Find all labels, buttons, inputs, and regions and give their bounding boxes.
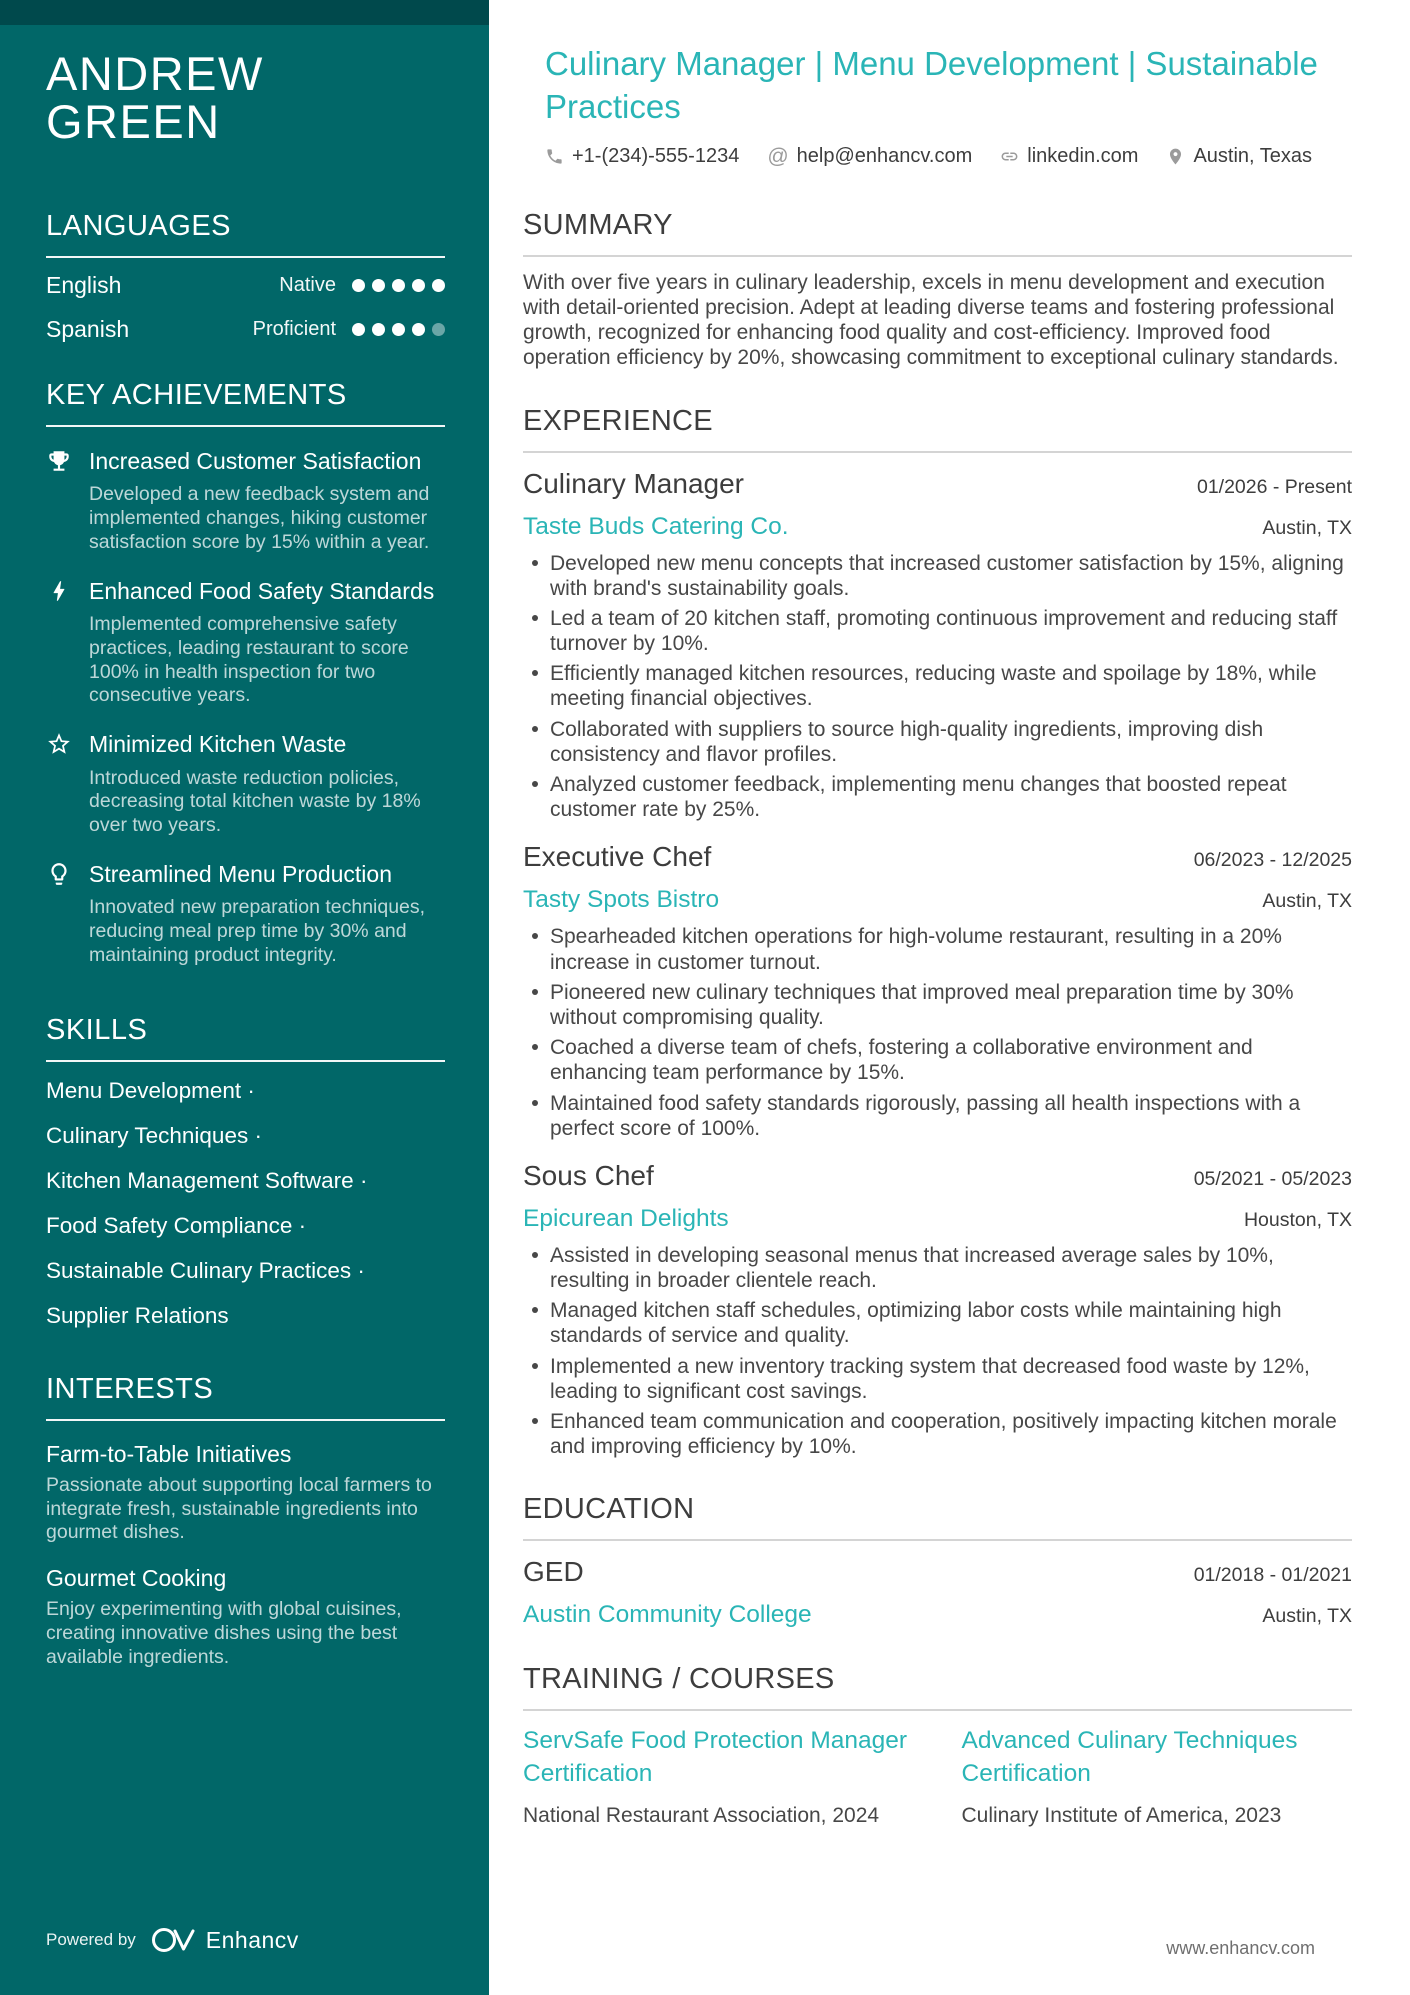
dot-filled	[352, 279, 365, 292]
training-section	[523, 1663, 1352, 1828]
company-name: Taste Buds Catering Co.	[523, 512, 789, 540]
bullet-item: Maintained food safety standards rigorously, passing all health inspections with a perfect score of 100%.	[523, 1091, 1352, 1141]
website-url: linkedin.com	[1027, 145, 1139, 168]
skill-item: Menu Development ·	[46, 1078, 445, 1104]
interest-description: Passionate about supporting local farmers to integrate fresh, sustainable ingredients into gourmet dishes.	[46, 1473, 432, 1544]
course-entry	[523, 1725, 914, 1828]
resume-header	[545, 43, 1352, 169]
language-level: Native	[279, 273, 336, 296]
language-name: English	[46, 271, 122, 298]
link-icon	[1000, 147, 1019, 166]
dot-filled	[412, 279, 425, 292]
candidate-name: ANDREW GREEN	[46, 47, 264, 148]
phone-contact[interactable]	[545, 145, 739, 168]
dot-filled	[412, 323, 425, 336]
courses-grid	[523, 1725, 1352, 1828]
languages-heading: LANGUAGES	[46, 210, 445, 258]
school-name: Austin Community College	[523, 1601, 812, 1629]
dot-filled	[392, 323, 405, 336]
phone-icon	[545, 147, 564, 166]
main-column	[489, 0, 1410, 1995]
interest-title: Gourmet Cooking	[46, 1565, 227, 1592]
training-heading: TRAINING / COURSES	[523, 1663, 835, 1696]
achievement-body	[89, 730, 445, 838]
experience-entry	[523, 1160, 1352, 1460]
achievement-description: Implemented comprehensive safety practices, leading restaurant to score 100% in health inspection for two consecutive years.	[89, 613, 409, 707]
bullet-item: Spearheaded kitchen operations for high-volume restaurant, resulting in a 20% increase in customer turnout.	[523, 924, 1352, 974]
bullet-item: Enhanced team communication and cooperation, positively impacting kitchen morale and improving efficiency by 10%.	[523, 1409, 1352, 1459]
location-text: Austin, Texas	[1193, 145, 1313, 168]
skills-section	[46, 1014, 445, 1329]
education-section	[523, 1493, 1352, 1629]
bullet-item: Managed kitchen staff schedules, optimizing labor costs while maintaining high standards of service and quality.	[523, 1298, 1352, 1348]
section-divider	[523, 255, 1352, 257]
sidebar	[0, 0, 489, 1995]
achievements-heading: KEY ACHIEVEMENTS	[46, 379, 445, 427]
skill-item: Kitchen Management Software ·	[46, 1168, 445, 1194]
enhancv-logo[interactable]	[150, 1923, 299, 1957]
skill-item: Supplier Relations	[46, 1302, 229, 1328]
course-organization: National Restaurant Association, 2024	[523, 1804, 880, 1828]
section-divider	[523, 1539, 1352, 1541]
dot-empty	[432, 323, 445, 336]
summary-text: With over five years in culinary leadership, excels in menu development and execution with detail-oriented precision. Adept at leading diverse teams and fostering professional growth, recognized for enhancing food quality and cost-efficiency. Improved food operation efficiency by 20%, showcasing commitment to exceptional culinary standards.	[523, 270, 1339, 370]
bullet-item: Assisted in developing seasonal menus that increased average sales by 10%, resulting in broader clientele reach.	[523, 1243, 1352, 1293]
bullet-item: Developed new menu concepts that increased customer satisfaction by 15%, aligning with brand's sustainability goals.	[523, 551, 1352, 601]
email-address: help@enhancv.com	[796, 145, 973, 168]
website-contact[interactable]	[1000, 145, 1138, 168]
language-name: Spanish	[46, 315, 130, 342]
achievement-item	[46, 860, 445, 968]
dot-filled	[432, 279, 445, 292]
achievement-title: Streamlined Menu Production	[89, 861, 392, 887]
bullet-item: Collaborated with suppliers to source high-quality ingredients, improving dish consistency and flavor profiles.	[523, 717, 1352, 767]
achievement-description: Innovated new preparation techniques, reducing meal prep time by 30% and maintaining product integrity.	[89, 896, 426, 966]
language-row	[46, 316, 445, 343]
company-name: Tasty Spots Bistro	[523, 886, 720, 914]
proficiency-dots	[352, 279, 445, 292]
achievement-description: Introduced waste reduction policies, decreasing total kitchen waste by 18% over two years.	[89, 766, 421, 837]
trophy-icon	[46, 447, 74, 555]
achievements-section	[46, 379, 445, 968]
summary-heading: SUMMARY	[523, 208, 673, 241]
degree-title: GED	[523, 1556, 584, 1588]
top-accent-bar	[0, 0, 489, 25]
job-dates: 05/2021 - 05/2023	[1193, 1167, 1352, 1190]
bullet-item: Coached a diverse team of chefs, fostering a collaborative environment and enhancing team performance by 15%.	[523, 1035, 1352, 1085]
achievement-body	[89, 577, 445, 709]
job-bullets	[523, 1243, 1352, 1460]
interest-title: Farm-to-Table Initiatives	[46, 1440, 292, 1467]
enhancv-logo-mark	[150, 1923, 198, 1957]
achievement-body	[89, 447, 445, 555]
bullet-item: Analyzed customer feedback, implementing menu changes that boosted repeat customer rate by 25%.	[523, 772, 1352, 822]
interest-item	[46, 1441, 445, 1545]
job-location: Houston, TX	[1243, 1208, 1352, 1231]
dot-filled	[352, 323, 365, 336]
section-divider	[523, 1709, 1352, 1711]
education-dates: 01/2018 - 01/2021	[1193, 1564, 1352, 1587]
course-title: ServSafe Food Protection Manager Certification	[523, 1727, 908, 1787]
bullet-item: Pioneered new culinary techniques that improved meal preparation time by 30% without compromising quality.	[523, 980, 1352, 1030]
contact-row	[545, 145, 1352, 169]
course-title: Advanced Culinary Techniques Certification	[961, 1727, 1298, 1787]
phone-number: +1-(234)-555-1234	[572, 145, 740, 168]
achievement-body	[89, 860, 445, 968]
job-location: Austin, TX	[1262, 890, 1352, 913]
location-pin-icon	[1166, 147, 1185, 166]
achievement-title: Enhanced Food Safety Standards	[89, 577, 435, 604]
interest-item	[46, 1565, 445, 1669]
bullet-item: Implemented a new inventory tracking system that decreased food waste by 12%, leading to significant cost savings.	[523, 1354, 1352, 1404]
achievement-item	[46, 730, 445, 838]
achievement-description: Developed a new feedback system and implemented changes, hiking customer satisfaction score by 15% within a year.	[89, 483, 430, 553]
education-heading: EDUCATION	[523, 1493, 695, 1526]
enhancv-wordmark: Enhancv	[205, 1926, 299, 1953]
job-dates: 06/2023 - 12/2025	[1193, 849, 1352, 872]
bolt-icon	[46, 577, 74, 709]
experience-section	[523, 405, 1352, 1460]
job-bullets	[523, 551, 1352, 823]
achievement-title: Increased Customer Satisfaction	[89, 447, 422, 474]
skill-item: Food Safety Compliance ·	[46, 1213, 445, 1239]
skills-heading: SKILLS	[46, 1014, 445, 1062]
job-title: Executive Chef	[523, 841, 712, 873]
course-organization: Culinary Institute of America, 2023	[961, 1804, 1282, 1828]
language-level: Proficient	[252, 317, 336, 340]
achievement-title: Minimized Kitchen Waste	[89, 731, 347, 758]
bullet-item: Led a team of 20 kitchen staff, promoting continuous improvement and reducing staff turnover by 10%.	[523, 606, 1352, 656]
languages-section	[46, 210, 445, 343]
experience-entry	[523, 841, 1352, 1141]
bullet-item: Efficiently managed kitchen resources, reducing waste and spoilage by 18%, while meeting financial objectives.	[523, 661, 1352, 711]
location-contact	[1166, 145, 1312, 168]
section-divider	[523, 451, 1352, 453]
dot-filled	[372, 323, 385, 336]
at-icon: @	[767, 144, 789, 168]
school-location: Austin, TX	[1262, 1605, 1352, 1628]
interest-description: Enjoy experimenting with global cuisines, creating innovative dishes using the best available ingredients.	[46, 1598, 402, 1668]
interests-section	[46, 1373, 445, 1670]
language-row	[46, 272, 445, 299]
job-title: Sous Chef	[523, 1159, 654, 1191]
headline: Culinary Manager | Menu Development | Sustainable Practices	[545, 45, 1318, 125]
powered-by-label: Powered by	[46, 1930, 136, 1949]
experience-heading: EXPERIENCE	[523, 404, 713, 437]
skill-item: Culinary Techniques ·	[46, 1123, 445, 1149]
skill-item: Sustainable Culinary Practices ·	[46, 1258, 445, 1284]
achievement-item	[46, 447, 445, 555]
job-bullets	[523, 924, 1352, 1141]
course-entry	[962, 1725, 1353, 1828]
proficiency-dots	[352, 323, 445, 336]
achievement-item	[46, 577, 445, 709]
powered-by-footer	[46, 1923, 299, 1957]
summary-section	[523, 209, 1352, 371]
interests-heading: INTERESTS	[46, 1373, 445, 1421]
job-location: Austin, TX	[1262, 516, 1352, 539]
lightbulb-icon	[46, 860, 74, 968]
education-entry	[523, 1556, 1352, 1629]
email-contact[interactable]	[767, 145, 972, 169]
star-icon	[46, 730, 74, 838]
job-title: Culinary Manager	[523, 467, 744, 499]
company-name: Epicurean Delights	[523, 1204, 729, 1232]
dot-filled	[392, 279, 405, 292]
dot-filled	[372, 279, 385, 292]
job-dates: 01/2026 - Present	[1196, 475, 1352, 498]
enhancv-site-link[interactable]: www.enhancv.com	[1166, 1938, 1315, 1958]
experience-entry	[523, 468, 1352, 823]
